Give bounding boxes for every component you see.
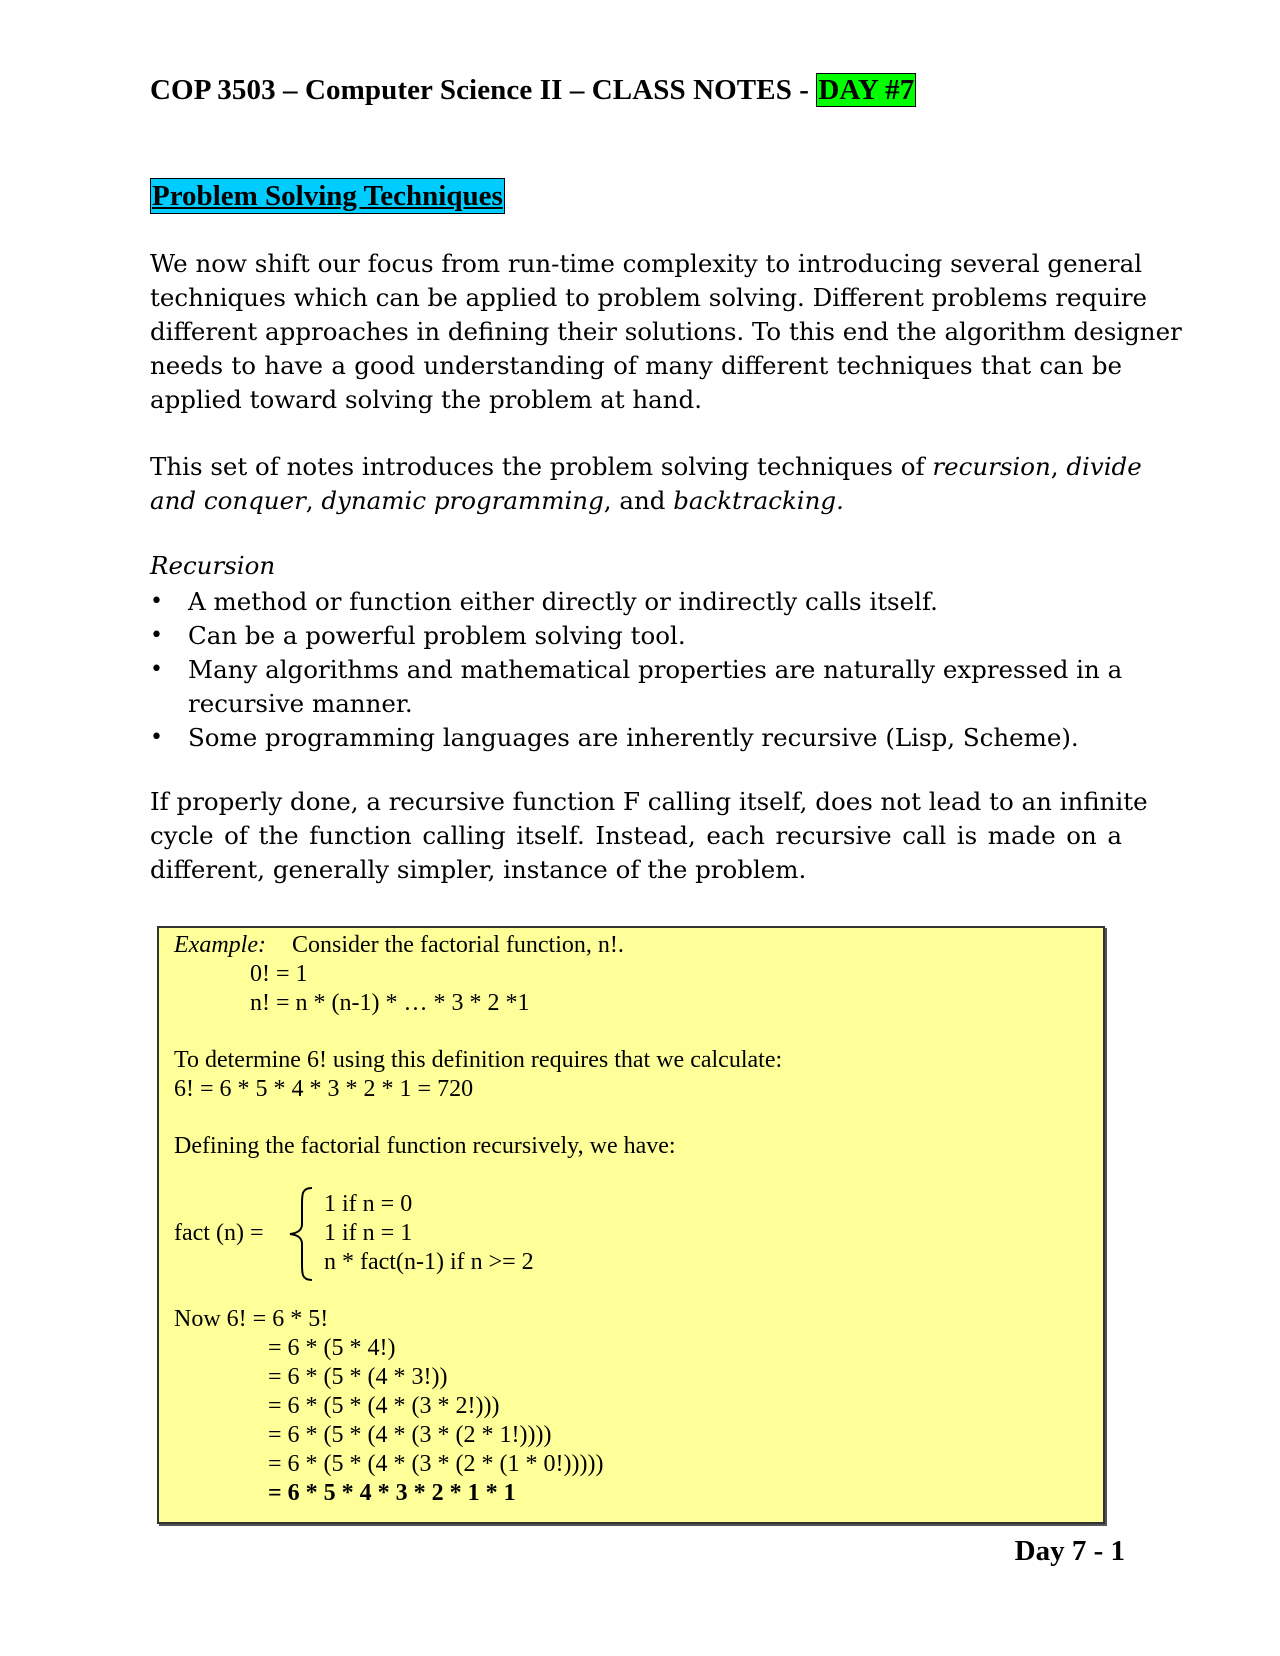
page-footer: Day 7 - 1 xyxy=(1014,1535,1125,1567)
definition-base: 0! = 1 xyxy=(250,961,308,987)
intro-paragraph xyxy=(150,247,1182,417)
bullet-text: Many algorithms and mathematical properties are naturally expressed in a xyxy=(188,655,1123,684)
section-title: Problem Solving Techniques xyxy=(152,180,503,212)
determine-text: To determine 6! using this definition requires that we calculate: xyxy=(174,1047,783,1073)
list-item xyxy=(150,653,1122,721)
case-n0: 1 if n = 0 xyxy=(324,1191,413,1217)
recursion-bullet-list xyxy=(150,585,1122,755)
text-segment: , and xyxy=(603,486,674,515)
left-brace-icon xyxy=(286,1186,316,1282)
bullet-text: Some programming languages are inherently recursive (Lisp, Scheme). xyxy=(188,723,1079,752)
list-item xyxy=(150,721,1122,755)
paragraph-line xyxy=(150,450,1142,484)
header-title: COP 3503 – Computer Science II – CLASS NOTES - xyxy=(150,74,817,106)
case-recursive: n * fact(n-1) if n >= 2 xyxy=(324,1249,534,1275)
recursion-paragraph xyxy=(150,785,1148,887)
paragraph-line xyxy=(150,484,1122,518)
text-segment: , xyxy=(1050,452,1067,481)
fact-label: fact (n) = xyxy=(174,1220,264,1246)
example-intro: Consider the factorial function, n!. xyxy=(291,932,624,958)
expansion-step: = 6 * (5 * (4 * (3 * (2 * (1 * 0!))))) xyxy=(268,1451,604,1477)
term-backtracking: backtracking. xyxy=(673,486,844,515)
term-conquer: and conquer xyxy=(150,486,306,515)
paragraph-line: cycle of the function calling itself. Instead, each recursive call is made on a xyxy=(150,821,1122,850)
paragraph-line: We now shift our focus from run-time complexity to introducing several general xyxy=(150,249,1143,278)
defining-text: Defining the factorial function recursively, we have: xyxy=(174,1133,676,1159)
term-dynamic-programming: dynamic programming xyxy=(321,486,604,515)
bullet-icon: • xyxy=(150,589,163,614)
recursion-heading: Recursion xyxy=(150,551,276,580)
expansion-step: = 6 * (5 * 4!) xyxy=(268,1335,396,1361)
day-badge: DAY #7 xyxy=(818,74,915,106)
example-label: Example: xyxy=(174,932,266,958)
bullet-icon: • xyxy=(150,623,163,648)
paragraph-line: needs to have a good understanding of many different techniques that can be xyxy=(150,351,1122,380)
techniques-paragraph xyxy=(150,450,1142,518)
expansion-step: = 6 * (5 * (4 * (3 * (2 * 1!)))) xyxy=(268,1422,552,1448)
list-item xyxy=(150,585,1122,619)
paragraph-line: If properly done, a recursive function F calling itself, does not lead to an infinite xyxy=(150,787,1148,816)
paragraph-line: applied toward solving the problem at hand. xyxy=(150,385,703,414)
bullet-text: A method or function either directly or indirectly calls itself. xyxy=(188,587,938,616)
text-segment: This set of notes introduces the problem solving techniques of xyxy=(150,452,933,481)
expansion-start: Now 6! = 6 * 5! xyxy=(174,1306,329,1332)
expansion-final: = 6 * 5 * 4 * 3 * 2 * 1 * 1 xyxy=(268,1480,516,1506)
bullet-icon: • xyxy=(150,725,163,750)
term-recursion: recursion xyxy=(932,452,1051,481)
calculation: 6! = 6 * 5 * 4 * 3 * 2 * 1 = 720 xyxy=(174,1076,474,1102)
paragraph-line: techniques which can be applied to problem solving. Different problems require xyxy=(150,283,1148,312)
term-divide: divide xyxy=(1066,452,1142,481)
bullet-text: Can be a powerful problem solving tool. xyxy=(188,621,686,650)
text-segment: , xyxy=(305,486,322,515)
bullet-text: recursive manner. xyxy=(188,689,413,718)
list-item xyxy=(150,619,1122,653)
paragraph-line: different approaches in defining their solutions. To this end the algorithm designer xyxy=(150,317,1182,346)
expansion-step: = 6 * (5 * (4 * 3!)) xyxy=(268,1364,448,1390)
expansion-step: = 6 * (5 * (4 * (3 * 2!))) xyxy=(268,1393,500,1419)
example-intro-line xyxy=(174,931,624,959)
bullet-icon: • xyxy=(150,657,163,682)
definition-general: n! = n * (n-1) * … * 3 * 2 *1 xyxy=(250,990,530,1016)
case-n1: 1 if n = 1 xyxy=(324,1220,413,1246)
paragraph-line: different, generally simpler, instance of the problem. xyxy=(150,855,807,884)
page-header xyxy=(150,74,916,107)
